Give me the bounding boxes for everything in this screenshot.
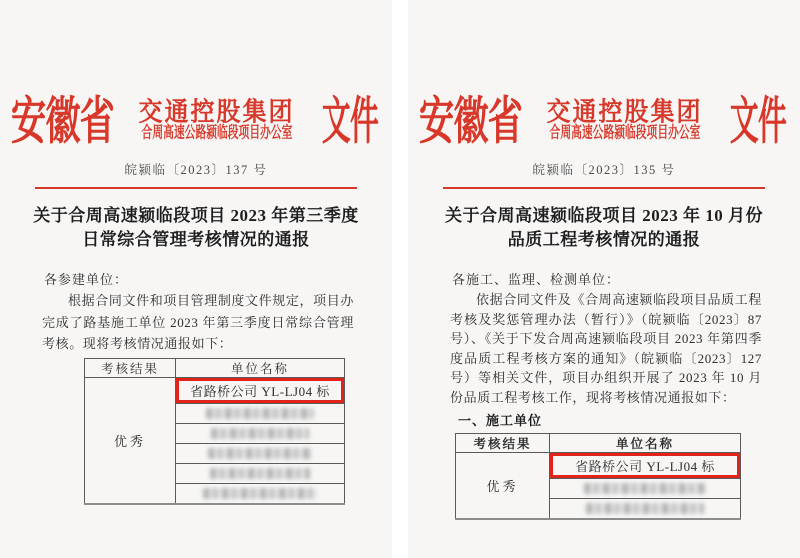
redacted-text-blur — [586, 503, 704, 514]
result-cell-excellent: 优秀 — [456, 453, 550, 520]
result-cell-excellent: 优秀 — [85, 377, 176, 504]
highlighted-unit-text: 省路桥公司 YL-LJ04 标 — [575, 459, 715, 475]
table-row — [456, 453, 741, 479]
document-number: 皖颍临〔2023〕137 号 — [124, 163, 268, 178]
salutation: 各施工、监理、检测单位： — [452, 272, 621, 288]
letterhead-org-text: 交通控股集团 — [138, 98, 295, 128]
redacted-text-blur — [211, 428, 308, 439]
red-divider-rule — [35, 187, 357, 189]
letterhead-middle-block — [527, 100, 723, 143]
redacted-unit-cell — [550, 479, 741, 499]
redacted-text-blur — [206, 408, 314, 419]
red-highlight-box — [550, 453, 740, 478]
red-divider-rule — [443, 187, 765, 189]
letterhead-office-text: 合周高速公路颍临段项目办公室 — [141, 125, 292, 143]
document-title — [0, 204, 392, 252]
title-line-2: 日常综合管理考核情况的通报 — [82, 230, 310, 250]
header-assessment-result: 考核结果 — [456, 434, 550, 453]
letterhead-region-text: 安徽省 — [10, 92, 114, 150]
document-page-135 — [408, 0, 800, 558]
redacted-unit-cell — [176, 463, 345, 483]
highlighted-unit-cell — [176, 377, 345, 403]
letterhead-org-text: 交通控股集团 — [546, 98, 703, 128]
highlighted-unit-cell — [550, 453, 741, 479]
title-line-1: 关于合周高速颍临段项目 2023 年第三季度 — [33, 206, 359, 226]
table-header-row — [85, 358, 345, 377]
document-page-137 — [0, 0, 392, 558]
red-highlight-box — [176, 378, 344, 403]
document-title — [408, 204, 800, 252]
title-line-2: 品质工程考核情况的通报 — [507, 230, 701, 250]
letterhead-region-text: 安徽省 — [418, 92, 522, 150]
red-letterhead — [0, 92, 392, 150]
assessment-table — [455, 433, 741, 520]
letterhead-middle-block — [119, 100, 315, 143]
redacted-text-blur — [208, 448, 312, 459]
redacted-text-blur — [584, 483, 706, 494]
table-header-row — [456, 434, 741, 453]
letterhead-office-text: 合周高速公路颍临段项目办公室 — [549, 125, 700, 143]
header-assessment-result: 考核结果 — [85, 358, 176, 377]
header-unit-name: 单位名称 — [176, 358, 345, 377]
redacted-text-blur — [210, 468, 311, 479]
body-paragraph: 依据合同文件及《合周高速颍临段项目品质工程考核及奖惩管理办法（暂行）》（皖颍临〔2023〕87 号）、《关于下发合周高速颍临段项目 2023 年第四季度品质工程考核方案的通知》（皖颍临〔2023〕127 号）等相关文件，项目办组织开展了 2023 年 10 月份品质工程考核工作，现将考核情况通报如下： — [450, 292, 762, 405]
redacted-unit-cell — [550, 499, 741, 520]
redacted-unit-cell — [176, 443, 345, 463]
redacted-unit-cell — [176, 483, 345, 504]
letterhead-docword-text: 文件 — [729, 92, 786, 150]
assessment-table — [84, 358, 345, 505]
document-number: 皖颍临〔2023〕135 号 — [532, 163, 676, 178]
page-gutter — [392, 0, 408, 558]
red-letterhead — [408, 92, 800, 150]
body-paragraph: 根据合同文件和项目管理制度文件规定，项目办完成了路基施工单位 2023 年第三季度日常综合管理考核。现将考核情况通报如下： — [42, 293, 354, 352]
redacted-text-blur — [203, 488, 317, 499]
redacted-unit-cell — [176, 403, 345, 423]
salutation: 各参建单位： — [44, 272, 129, 288]
title-line-1: 关于合周高速颍临段项目 2023 年 10 月份 — [445, 206, 763, 226]
letterhead-docword-text: 文件 — [321, 92, 378, 150]
section-heading-construction-units: 一、施工单位 — [458, 413, 543, 429]
table-row — [85, 377, 345, 403]
redacted-unit-cell — [176, 423, 345, 443]
highlighted-unit-text: 省路桥公司 YL-LJ04 标 — [190, 383, 330, 399]
header-unit-name: 单位名称 — [550, 434, 741, 453]
